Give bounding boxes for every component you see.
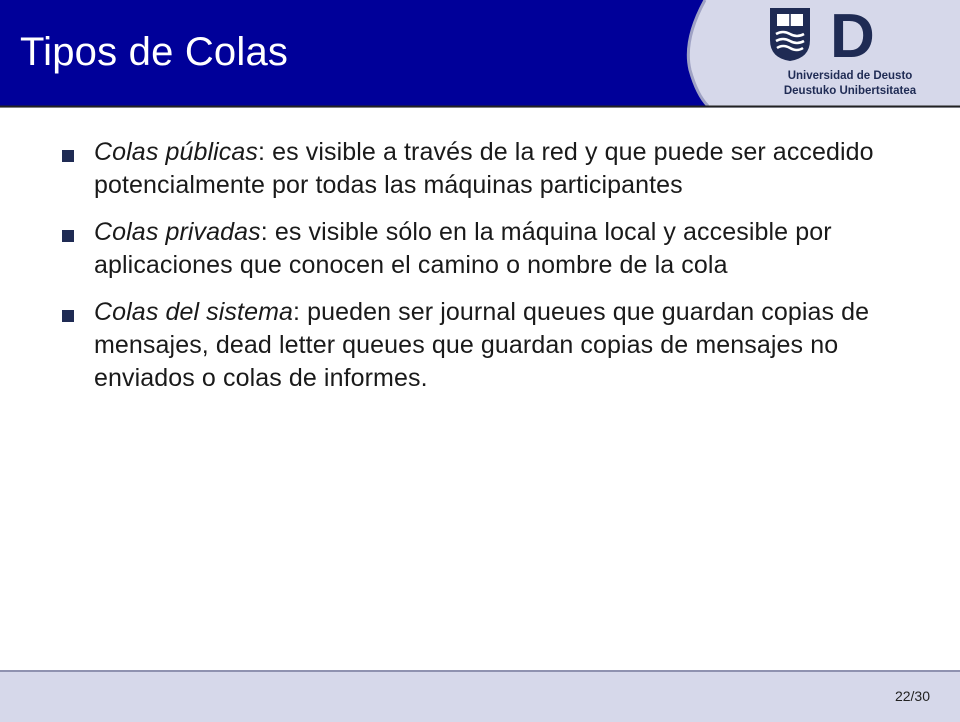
bullet-description: : es visible a través de la red y que puede ser accedido potencialmente por todas las máquinas participantes xyxy=(94,138,874,199)
bullet-term: Colas del sistema xyxy=(94,298,294,326)
bullet-list xyxy=(0,136,960,409)
bullet-item xyxy=(0,136,960,202)
bullet-term: Colas públicas xyxy=(94,138,258,166)
bullet-term: Colas privadas xyxy=(94,218,261,246)
bullet-text xyxy=(94,136,914,202)
slide-footer xyxy=(0,670,960,722)
page-number: 22/30 xyxy=(894,688,930,704)
bullet-description: : es visible sólo en la máquina local y accesible por aplicaciones que conocen el camino o nombre de la cola xyxy=(94,218,832,279)
logo-line-1: Universidad de Deusto xyxy=(787,70,913,82)
logo-line-2: Deustuko Unibertsitatea xyxy=(783,85,917,97)
square-bullet-icon xyxy=(62,230,74,242)
square-bullet-icon xyxy=(62,310,74,322)
bullet-text xyxy=(94,296,914,395)
bullet-item xyxy=(0,296,960,395)
bullet-description: : pueden ser journal queues que guardan copias de mensajes, dead letter queues que guardan copias de mensajes no enviados o colas de informes. xyxy=(94,298,870,392)
bullet-item xyxy=(0,216,960,282)
slide-header xyxy=(0,0,960,108)
university-logo xyxy=(746,0,960,106)
logo-letter: D xyxy=(830,2,875,71)
square-bullet-icon xyxy=(62,150,74,162)
slide-title: Tipos de Colas xyxy=(20,30,289,74)
shield-icon xyxy=(768,6,812,62)
bullet-text xyxy=(94,216,914,282)
